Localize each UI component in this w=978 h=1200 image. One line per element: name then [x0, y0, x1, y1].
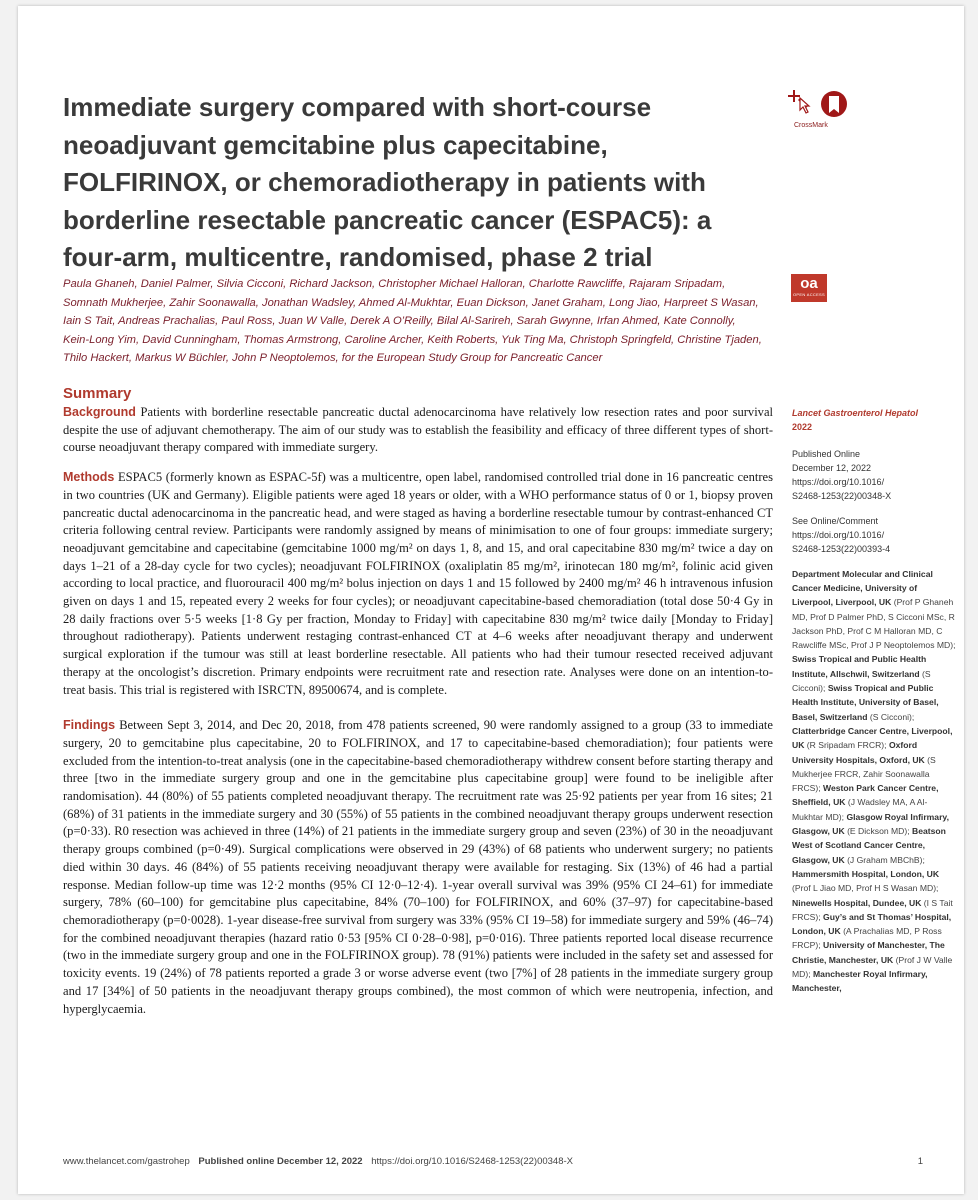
affiliation-authors: (R Sripadam FRCR); — [804, 740, 889, 751]
affiliation-institution: Oxford University Hospitals, Oxford, UK — [792, 740, 925, 765]
affiliation-institution: Ninewells Hospital, Dundee, UK — [792, 897, 922, 908]
open-access-badge — [791, 274, 827, 302]
crossmark-widget[interactable] — [786, 84, 856, 136]
background-paragraph — [63, 404, 773, 457]
affiliation-institution: Swiss Tropical and Public Health Institute, University of Basel, Basel, Switzerland — [792, 683, 939, 722]
affiliation-institution: Manchester Royal Infirmary, Manchester, — [792, 968, 928, 994]
abstract-body — [63, 404, 773, 1036]
journal-year: 2022 — [792, 422, 813, 433]
journal-url[interactable]: www.thelancet.com/gastrohep — [63, 1156, 190, 1167]
findings-label: Findings — [63, 718, 116, 733]
methods-text: ESPAC5 (formerly known as ESPAC-5f) was a multicentre, open label, randomised controlled trial done in 16 pancreatic centres in two countries (UK and Germany). Eligible patients were aged 18 years or older, with a WHO performance status of 0 or 1, biopsy proven pancreatic ductal adenocarcinoma in the pancreatic head, and were staged as having a borderline resectable tumour by contrast-enhanced CT criteria following central review. Participants were randomly assigned by means of minimisation to one of four groups: immediate surgery; neoadjuvant gemcitabine and capecitabine (gemcitabine 1000 mg/m² on days 1, 8, and 15, and oral capecitabine 830 mg/m² twice a day on days 1–21 of a 28-day cycle for two cycles); neoadjuvant FOLFIRINOX (oxaliplatin 85 mg/m², irinotecan 180 mg/m², folinic acid given according to local practice, and fluorouracil 400 mg/m² bolus injection on days 1 and 15 followed by 2400 mg/m² 46 h intravenous infusion given on days 1 and 15, repeated every 2 weeks for four cycles); or neoadjuvant capecitabine-based chemoradiation (total dose 50·4 Gy in 28 daily fractions over 5·5 weeks [1·8 Gy per fraction, Monday to Friday] with capecitabine 830 mg/m² twice daily [Monday to Friday] throughout radiotherapy). Patients underwent restaging contrast-enhanced CT at 4–6 weeks after neoadjuvant therapy and underwent surgical exploration if the tumour was still at least borderline resectable. All patients who had their tumour resected received adjuvant therapy at the oncologist’s discretion. Primary endpoints were recruitment rate and resection rate. Analyses were done on an intention-to-treat basis. This trial is registered with ISRCTN, 89500674, and is complete. — [63, 470, 773, 697]
footer-doi[interactable]: https://doi.org/10.1016/S2468-1253(22)00348-X — [371, 1156, 573, 1167]
oa-badge-text: oa — [800, 275, 818, 292]
footer-published: Published online December 12, 2022 — [198, 1156, 363, 1167]
affiliation-authors: (I S Tait FRCS); — [792, 897, 953, 922]
affiliation-institution: Weston Park Cancer Centre, Sheffield, UK — [792, 783, 939, 808]
methods-label: Methods — [63, 470, 115, 485]
affiliation-authors: (Prof P Ghaneh MD, Prof D Palmer PhD, S Cicconi MSc, R Jackson PhD, Prof C M Halloran MD, C Rawcliffe MSc, Prof J P Neoptolemos MD); — [792, 597, 956, 651]
affiliation-authors: (S Cicconi); — [867, 711, 915, 722]
article-sidebar — [792, 406, 957, 996]
published-online-note[interactable]: Published Online December 12, 2022 https://doi.org/10.1016/ S2468-1253(22)00348-X — [792, 448, 892, 502]
crossmark-icon — [786, 84, 856, 124]
affiliation-authors: (S Mukherjee FRCR, Zahir Soonawalla FRCS); — [792, 754, 936, 794]
methods-paragraph — [63, 469, 773, 699]
findings-text: Between Sept 3, 2014, and Dec 20, 2018, from 478 patients screened, 90 were randomly assigned to a group (33 to immediate surgery, 20 to gemcitabine plus capecitabine, 20 to FOLFIRINOX, and 17 to capecitabine-based chemoradiation); four patients were excluded from the intention-to-treat analysis (one in the capecitabine-based chemoradiotherapy withdrew consent before starting therapy and three [two in the immediate surgery group and one in the gemcitabine plus capecitabine group] were found to be ineligible after randomisation). 44 (80%) of 55 patients completed neoadjuvant therapy. The recruitment rate was 25·92 patients per year from 16 sites; 21 (68%) of 31 patients in the immediate surgery and 30 (55%) of 55 patients in the combined neoadjuvant therapy groups underwent resection (p=0·33). R0 resection was achieved in three (14%) of 21 patients in the immediate surgery group and seven (23%) of 30 in the neoadjuvant therapy groups combined (p=0·49). Surgical complications were observed in 29 (43%) of 68 patients who underwent surgery; no patients died within 30 days. 46 (84%) of 55 patients receiving neoadjuvant therapy were available for restaging. Six (13%) of 46 had a partial response. Median follow-up time was 12·2 months (95% CI 12·0–12·4). 1-year overall survival was 39% (95% CI 24–61) for immediate surgery, 78% (60–100) for gemcitabine plus capecitabine, 84% (70–100) for FOLFIRINOX, and 60% (37–97) for capecitabine-based chemoradiotherapy (p=0·0028). 1-year disease-free survival from surgery was 33% (95% CI 19–58) for immediate surgery and 59% (46–74) for the combined neoadjuvant therapies (hazard ratio 0·53 [95% CI 0·28–0·98], p=0·016). Three patients reported local disease recurrence (two in the immediate surgery group and one in the FOLFIRINOX group). 78 (91%) patients were included in the safety set and assessed for toxicity events. 19 (24%) of 78 patients reported a grade 3 or worse adverse event (two [7%] of 28 patients in the immediate surgery group and 17 [34%] of 50 patients in the neoadjuvant therapy groups combined), the most common of which were neutropenia, infection, and hyperglycaemia. — [63, 718, 773, 1016]
affiliations — [792, 567, 957, 996]
affiliation-institution: Beatson West of Scotland Cancer Centre, Glasgow, UK — [792, 826, 946, 865]
page-footer — [63, 1156, 923, 1167]
affiliation-institution: Hammersmith Hospital, London, UK — [792, 868, 940, 879]
findings-paragraph — [63, 717, 773, 1018]
affiliation-authors: (A Prachalias MD, P Ross FRCP); — [792, 926, 942, 951]
background-text: Patients with borderline resectable pancreatic ductal adenocarcinoma have relatively low resection rates and poor survival despite the use of adjuvant chemotherapy. The aim of our study was to establish the feasibility and efficacy of three different types of short-course neoadjuvant therapy compared with immediate surgery. — [63, 405, 774, 455]
crossmark-label: CrossMark — [794, 122, 828, 129]
affiliation-institution: Department Molecular and Clinical Cancer Medicine, University of Liverpool, Liverpool, UK — [792, 568, 933, 608]
page-number: 1 — [917, 1156, 923, 1167]
affiliation-authors: (E Dickson MD); — [844, 826, 913, 837]
author-list: Paula Ghaneh, Daniel Palmer, Silvia Cicconi, Richard Jackson, Christopher Michael Halloran, Charlotte Rawcliffe, Rajaram Sripadam, Somnath Mukherjee, Zahir Soonawalla, Jonathan Wadsley, Ahmed Al-Mukhtar, Euan Dickson, Janet Graham, Long Jiao, Harpreet S Wasan, Iain S Tait, Andreas Prachalias, Paul Ross, Juan W Valle, Derek A O’Reilly, Bilal Al-Sarireh, Sarah Gwynne, Irfan Ahmed, Kate Connolly, Kein-Long Yim, David Cunningham, Thomas Armstrong, Caroline Archer, Keith Roberts, Yuk Ting Ma, Christoph Springfeld, Christine Tjaden, Thilo Hackert, Markus W Büchler, John P Neoptolemos, for the European Study Group for Pancreatic Cancer — [63, 278, 762, 364]
affiliation-authors: (J Graham MBChB); — [844, 854, 925, 865]
affiliation-institution: Guy’s and St Thomas’ Hospital, London, UK — [792, 911, 952, 937]
affiliation-authors: (S Cicconi); — [792, 668, 931, 694]
article-title: Immediate surgery compared with short-course neoadjuvant gemcitabine plus capecitabine, FOLFIRINOX, or chemoradiotherapy in patients with borderline resectable pancreatic cancer (ESPAC5): a four-arm, multicentre, randomised, phase 2 trial — [63, 92, 712, 272]
see-online-comment-note[interactable]: See Online/Comment https://doi.org/10.1016/ S2468-1253(22)00393-4 — [792, 515, 891, 555]
journal-name: Lancet Gastroenterol Hepatol — [792, 408, 919, 418]
background-label: Background — [63, 405, 136, 419]
oa-badge-subtext: OPEN ACCESS — [793, 292, 825, 297]
summary-heading: Summary — [63, 385, 132, 402]
affiliation-authors: (J Wadsley MA, A Al-Mukhtar MD); — [792, 797, 928, 822]
affiliation-authors: (Prof J W Valle MD); — [792, 954, 953, 979]
affiliation-institution: Glasgow Royal Infirmary, Glasgow, UK — [792, 811, 949, 837]
article-page — [18, 6, 964, 1194]
affiliation-institution: Clatterbridge Cancer Centre, Liverpool, UK — [792, 725, 953, 751]
affiliation-institution: University of Manchester, The Christie, Manchester, UK — [792, 940, 945, 965]
affiliation-authors: (Prof L Jiao MD, Prof H S Wasan MD); — [792, 883, 939, 894]
affiliation-institution: Swiss Tropical and Public Health Institute, Allschwil, Switzerland — [792, 654, 927, 679]
